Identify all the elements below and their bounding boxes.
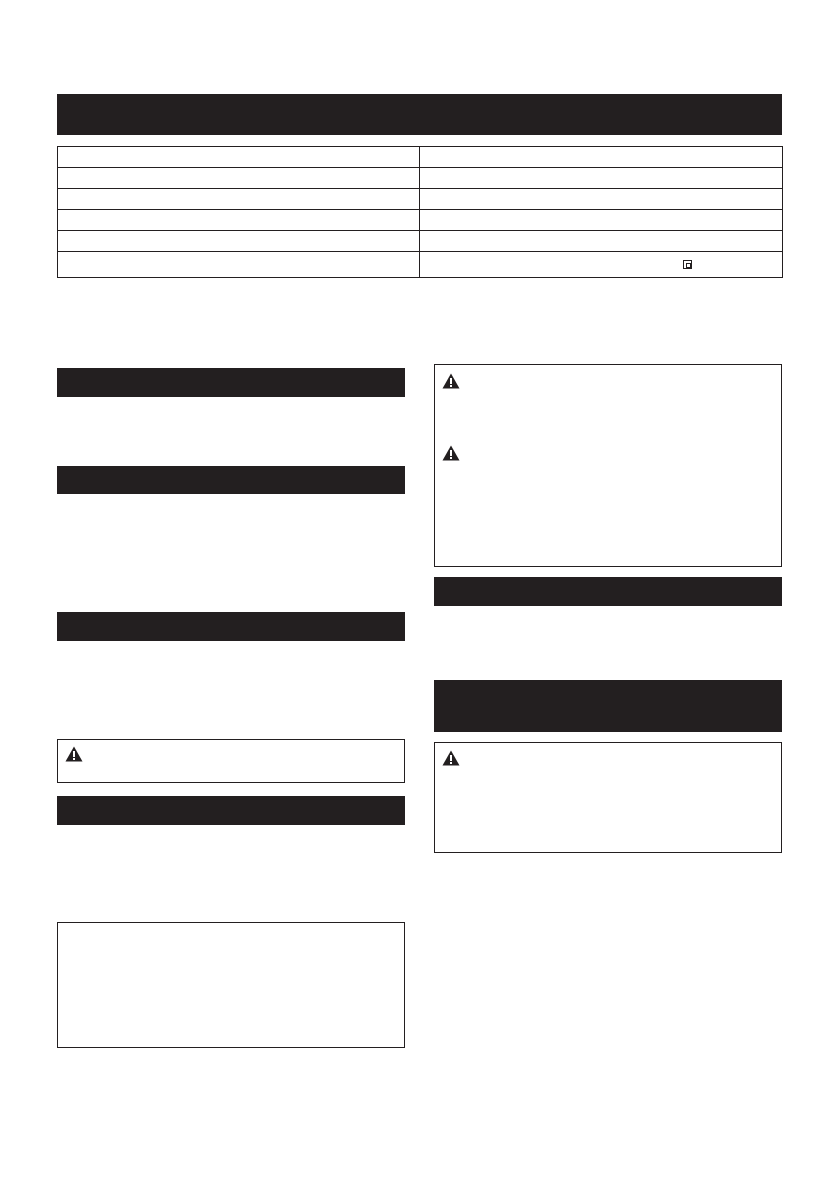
- section-header-bar: [57, 796, 405, 825]
- warning-triangle-icon: [442, 750, 460, 766]
- spec-label: [58, 210, 420, 231]
- spec-label: [58, 189, 420, 210]
- table-row: [58, 252, 783, 278]
- spec-value: [420, 210, 783, 231]
- warning-triangle-icon: [442, 373, 460, 389]
- specifications-table: [57, 146, 783, 278]
- double-insulation-icon: [683, 260, 692, 269]
- warning-triangle-icon: [65, 746, 83, 762]
- table-row: [58, 189, 783, 210]
- table-row: [58, 147, 783, 168]
- table-row: [58, 210, 783, 231]
- table-row: [58, 231, 783, 252]
- table-row: [58, 168, 783, 189]
- warning-box: [434, 364, 782, 567]
- warning-box: [434, 742, 782, 853]
- spec-label: [58, 252, 420, 278]
- section-header-bar: [434, 577, 782, 606]
- spec-value: [420, 189, 783, 210]
- spec-value: [420, 168, 783, 189]
- warning-triangle-icon: [442, 445, 460, 461]
- section-header-bar: [57, 466, 405, 494]
- spec-value: [420, 231, 783, 252]
- warning-box: [57, 739, 405, 783]
- spec-value: [420, 147, 783, 168]
- spec-label: [58, 147, 420, 168]
- spec-label: [58, 168, 420, 189]
- notice-box: [57, 922, 405, 1048]
- spec-label: [58, 231, 420, 252]
- spec-value: [420, 252, 783, 278]
- section-header-bar-large: [434, 680, 782, 732]
- specifications-header-bar: [57, 94, 782, 135]
- section-header-bar: [57, 612, 405, 641]
- section-header-bar: [57, 368, 405, 397]
